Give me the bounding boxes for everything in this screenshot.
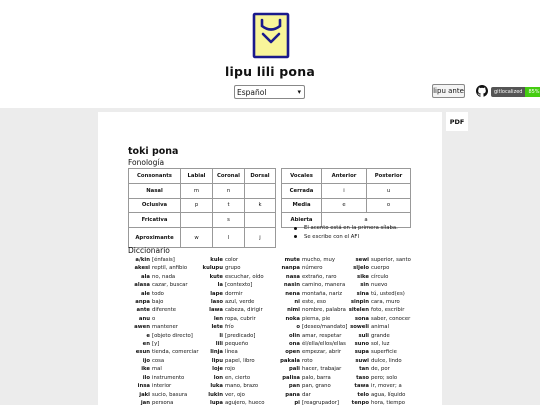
list-item [128,382,199,390]
badge-value: 85% [525,87,540,97]
dictionary-word: lawa [209,307,223,314]
table-cell: t [213,198,245,213]
table-cell [245,183,276,198]
dictionary-word: palisa [282,374,300,381]
dictionary-word: ike [141,366,150,373]
list-item [197,391,265,399]
dictionary-word: suli [358,332,369,339]
list-item [197,374,265,382]
dictionary-definition: nuevo [371,282,388,289]
dictionary-definition: en, cierto [225,374,251,381]
dictionary-word: ona [289,341,300,348]
dictionary-definition: empezar, abrir [302,349,342,356]
dictionary-definition: [predicado] [225,332,256,339]
dictionary-word: sitelen [348,307,369,314]
list-item [270,348,348,356]
site-title: lipu lili pona [225,64,315,79]
dictionary-word: pali [289,366,300,373]
dictionary-definition: [reagrupador] [302,399,339,405]
vowels-header-row [282,169,411,184]
dictionary-word: anu [138,315,150,322]
dictionary-definition: mano, brazo [225,383,259,390]
list-item [128,348,199,356]
dictionary-definition: tú, usted(es) [371,290,405,297]
dictionary-definition: grande [371,332,390,339]
dictionary-word: lupa [210,399,223,405]
row-header: Oclusiva [129,198,181,213]
dictionary-word: insa [137,383,150,390]
table-cell: m [181,183,213,198]
dictionary-definition: agujero, hueco [225,399,265,405]
list-item [270,332,348,340]
dictionary-definition: foto, escribir [371,307,405,314]
list-item [197,399,265,405]
dictionary-definition: tienda, comerciar [152,349,199,356]
dictionary-word: o [296,324,300,331]
dictionary-definition: dulce, lindo [371,357,402,364]
dictionary-word: li [219,332,223,339]
consonants-table [128,168,276,248]
site-header [0,0,540,108]
list-item [341,290,411,298]
list-item [270,365,348,373]
list-item [128,365,199,373]
vowels-header: Vocales [282,169,322,184]
list-item [341,332,411,340]
list-item [128,264,199,272]
chevron-down-icon: ▾ [297,88,301,96]
dictionary-definition: roto [302,357,313,364]
dictionary-word: nanpa [281,265,300,272]
dictionary-word: nena [285,290,300,297]
dictionary-word: tan [359,366,369,373]
dictionary-definition: [deseo/mandato] [302,324,348,331]
list-item [128,298,199,306]
dictionary-word: pana [285,391,300,398]
table-cell: n [213,183,245,198]
dictionary-definition: azul, verde [225,299,255,306]
dictionary-definition: interior [152,383,172,390]
list-item [128,306,199,314]
list-item [197,357,265,365]
dictionary-definition: [objeto directo] [152,332,193,339]
dictionary-word: suwi [355,357,369,364]
dictionary-definition: extraño, raro [302,273,337,280]
dictionary-definition: amar, respetar [302,332,342,339]
dictionary-definition: sol, luz [371,341,390,348]
dictionary-word: nasa [285,273,300,280]
dictionary-definition: superficie [371,349,397,356]
dictionary-word: open [285,349,300,356]
list-item [341,264,411,272]
dictionary-word: kulupu [202,265,223,272]
dictionary-word: sijelo [353,265,369,272]
vowels-header: Posterior [367,169,411,184]
list-item [270,374,348,382]
list-item [197,382,265,390]
dictionary-definition: superior, santo [371,257,411,263]
list-item [197,281,265,289]
list-item [270,256,348,264]
list-item [128,256,199,264]
dictionary-definition: palo, barra [302,374,331,381]
table-cell: p [181,198,213,213]
list-item [128,323,199,331]
list-item [128,340,199,348]
dictionary-word: pakala [280,357,300,364]
dictionary-definition: agua, líquido [371,391,406,398]
dictionary-definition: hora, tiempo [371,399,405,405]
dictionary-definition: dormir [225,290,243,297]
consonants-header: Consonants [129,169,181,184]
list-item [341,374,411,382]
list-item [270,298,348,306]
list-item [128,315,199,323]
dictionary-word: loje [212,366,223,373]
dictionary-definition: no, nada [152,273,176,280]
dictionary-definition: cabeza, dirigir [225,307,263,314]
dictionary-word: lape [210,290,223,297]
dictionary-definition: color [225,257,239,263]
consonants-header: Dorsal [245,169,276,184]
dictionary-definition: este, eso [302,299,326,306]
list-item [197,323,265,331]
dictionary-word: akesi [134,265,150,272]
dictionary-word: kule [210,257,223,263]
dictionary-definition: hacer, trabajar [302,366,342,373]
list-item [128,399,199,405]
github-icon[interactable] [476,85,488,97]
dictionary-word: lukin [208,391,223,398]
dictionary-list [128,256,418,405]
list-item [341,399,411,405]
list-item [270,323,348,331]
list-item [197,365,265,373]
dictionary-word: len [213,315,223,322]
dictionary-definition: camino, manera [302,282,346,289]
table-row [129,228,276,248]
row-header: Abierta [282,213,322,228]
dictionary-word: pi [294,399,300,405]
pdf-download-button[interactable]: PDF [446,112,468,131]
dictionary-word: lete [211,324,223,331]
list-item [341,273,411,281]
dictionary-word: mute [284,257,300,263]
list-item [341,340,411,348]
list-item [128,374,199,382]
table-cell: j [245,228,276,248]
consonants-header-row [129,169,276,184]
dictionary-word: a/kin [135,257,150,263]
dictionary-definition: frío [225,324,234,331]
dictionary-column [128,256,199,405]
list-item [341,323,411,331]
list-item [270,273,348,281]
consonants-header: Coronal [213,169,245,184]
list-item [197,340,265,348]
note-item: Se escribe con el AFI [294,233,398,242]
dictionary-word: ilo [142,374,150,381]
dictionary-word: taso [356,374,369,381]
list-item [270,290,348,298]
list-item [197,332,265,340]
table-cell: s [213,213,245,228]
table-row [282,183,411,198]
dictionary-definition: rojo [225,366,236,373]
dictionary-word: ante [136,307,150,314]
list-item [128,290,199,298]
dictionary-definition: número [302,265,323,272]
dictionary-word: lili [215,341,223,348]
list-item [197,306,265,314]
list-item [270,391,348,399]
dictionary-word: tenpo [351,399,369,405]
table-cell: l [213,228,245,248]
dictionary-definition: mal [152,366,162,373]
dictionary-word: lon [213,374,223,381]
consonants-header: Labial [181,169,213,184]
list-item [341,391,411,399]
dictionary-word: e [146,332,150,339]
vowels-table [281,168,411,228]
list-item [270,315,348,323]
dictionary-definition: dar [302,391,311,398]
list-item [197,315,265,323]
list-item [270,340,348,348]
dictionary-word: supa [354,349,369,356]
table-cell: o [367,198,411,213]
dictionary-definition: ropa, cubrir [225,315,256,322]
dictionary-word: sina [356,290,369,297]
list-item [270,281,348,289]
dictionary-definition: sucio, basura [152,391,188,398]
document-title: toki pona [128,146,179,157]
lipu-logo-icon[interactable] [252,12,290,59]
table-cell [245,213,276,228]
dictionary-word: la [217,282,223,289]
dictionary-definition: instrumento [152,374,185,381]
dictionary-word: ijo [142,357,150,364]
dictionary-word: suno [354,341,369,348]
list-item [128,357,199,365]
dictionary-definition: montaña, nariz [302,290,343,297]
dictionary-word: lipu [211,357,223,364]
dictionary-column [341,256,411,405]
dictionary-definition: círculo [371,273,389,280]
dictionary-word: sinpin [350,299,369,306]
phonology-notes [294,224,398,241]
dictionary-word: jan [140,399,150,405]
dictionary-word: linja [210,349,223,356]
table-row [129,213,276,228]
dictionary-definition: mucho, muy [302,257,336,263]
dictionary-definition: todo [152,290,164,297]
dictionary-word: telo [357,391,369,398]
table-cell: u [367,183,411,198]
list-item [341,357,411,365]
dictionary-definition: [énfasis] [152,257,175,263]
dictionary-word: esun [135,349,150,356]
dictionary-word: ale [141,290,150,297]
dictionary-word: luka [210,383,223,390]
table-cell: w [181,228,213,248]
vowels-header: Anterior [322,169,367,184]
dictionary-word: en [142,341,150,348]
list-item [341,281,411,289]
row-header: Cerrada [282,183,322,198]
dictionary-definition: pequeño [225,341,249,348]
badge-label: gitlocalized [491,87,525,97]
dictionary-word: nimi [287,307,300,314]
dictionary-column [197,256,265,405]
dictionary-word: sona [354,315,369,322]
list-item [270,306,348,314]
dictionary-definition: él/ella/ellos/ellas [302,341,346,348]
row-header: Nasal [129,183,181,198]
other-document-button[interactable]: lipu ante [432,84,465,98]
list-item [128,332,199,340]
language-select[interactable] [234,85,305,99]
list-item [341,382,411,390]
list-item [341,306,411,314]
dictionary-definition: [contexto] [225,282,253,289]
dictionary-word: sin [360,282,369,289]
list-item [341,298,411,306]
dictionary-definition: [y] [152,341,160,348]
list-item [197,298,265,306]
dictionary-word: anpa [135,299,150,306]
dictionary-word: sewi [355,257,369,263]
dictionary-definition: reptil, anfibio [152,265,188,272]
dictionary-definition: nombre, palabra [302,307,346,314]
dictionary-word: tawa [354,383,369,390]
list-item [197,273,265,281]
dictionary-definition: saber, conocer [371,315,411,322]
dictionary-word: laso [210,299,223,306]
list-item [128,273,199,281]
table-cell: e [322,198,367,213]
list-item [270,357,348,365]
list-item [341,315,411,323]
list-item [270,382,348,390]
table-cell: i [322,183,367,198]
dictionary-word: olin [288,332,300,339]
dictionary-definition: bajo [152,299,164,306]
table-row [129,198,276,213]
localization-badge[interactable] [491,87,540,97]
dictionary-definition: persona [152,399,174,405]
dictionary-word: ala [141,273,150,280]
list-item [341,348,411,356]
dictionary-definition: o [152,315,156,322]
list-item [197,290,265,298]
dictionary-definition: diferente [152,307,176,314]
list-item [341,365,411,373]
dictionary-word: sike [357,273,369,280]
list-item [270,399,348,405]
dictionary-definition: cosa [152,357,165,364]
dictionary-definition: ver, ojo [225,391,245,398]
dictionary-definition: ir, mover; a [371,383,402,390]
dictionary-word: awen [134,324,150,331]
dictionary-definition: mantener [152,324,178,331]
dictionary-definition: escuchar, oído [225,273,264,280]
table-cell: k [245,198,276,213]
list-item [197,256,265,264]
dictionary-column [270,256,348,405]
row-header: Media [282,198,322,213]
phonology-heading: Fonología [128,158,165,167]
table-row [129,183,276,198]
row-header: Aproximante [129,228,181,248]
table-cell [181,213,213,228]
dictionary-word: soweli [350,324,369,331]
dictionary-word: kute [209,273,223,280]
dictionary-definition: cazar, buscar [152,282,188,289]
list-item [128,281,199,289]
dictionary-word: pan [288,383,300,390]
dictionary-definition: animal [371,324,389,331]
dictionary-definition: pierna, pie [302,315,331,322]
dictionary-definition: de, por [371,366,390,373]
dictionary-definition: línea [225,349,238,356]
dictionary-word: jaki [139,391,150,398]
list-item [128,391,199,399]
dictionary-heading: Diccionario [128,246,170,255]
list-item [270,264,348,272]
dictionary-word: alasa [134,282,150,289]
dictionary-definition: pero; solo [371,374,398,381]
dictionary-word: ni [294,299,300,306]
list-item [197,348,265,356]
list-item [197,264,265,272]
dictionary-definition: papel, libro [225,357,255,364]
list-item [341,256,411,264]
table-cell: a [322,213,411,228]
dictionary-word: nasin [283,282,300,289]
dictionary-word: noka [285,315,300,322]
note-item: El acento está en la primera sílaba. [294,224,398,233]
dictionary-definition: pan, grano [302,383,331,390]
dictionary-definition: cara, muro [371,299,400,306]
table-row [282,198,411,213]
dictionary-definition: cuerpo [371,265,390,272]
dictionary-definition: grupo [225,265,241,272]
language-select-value: Español [237,87,267,97]
row-header: Fricativa [129,213,181,228]
